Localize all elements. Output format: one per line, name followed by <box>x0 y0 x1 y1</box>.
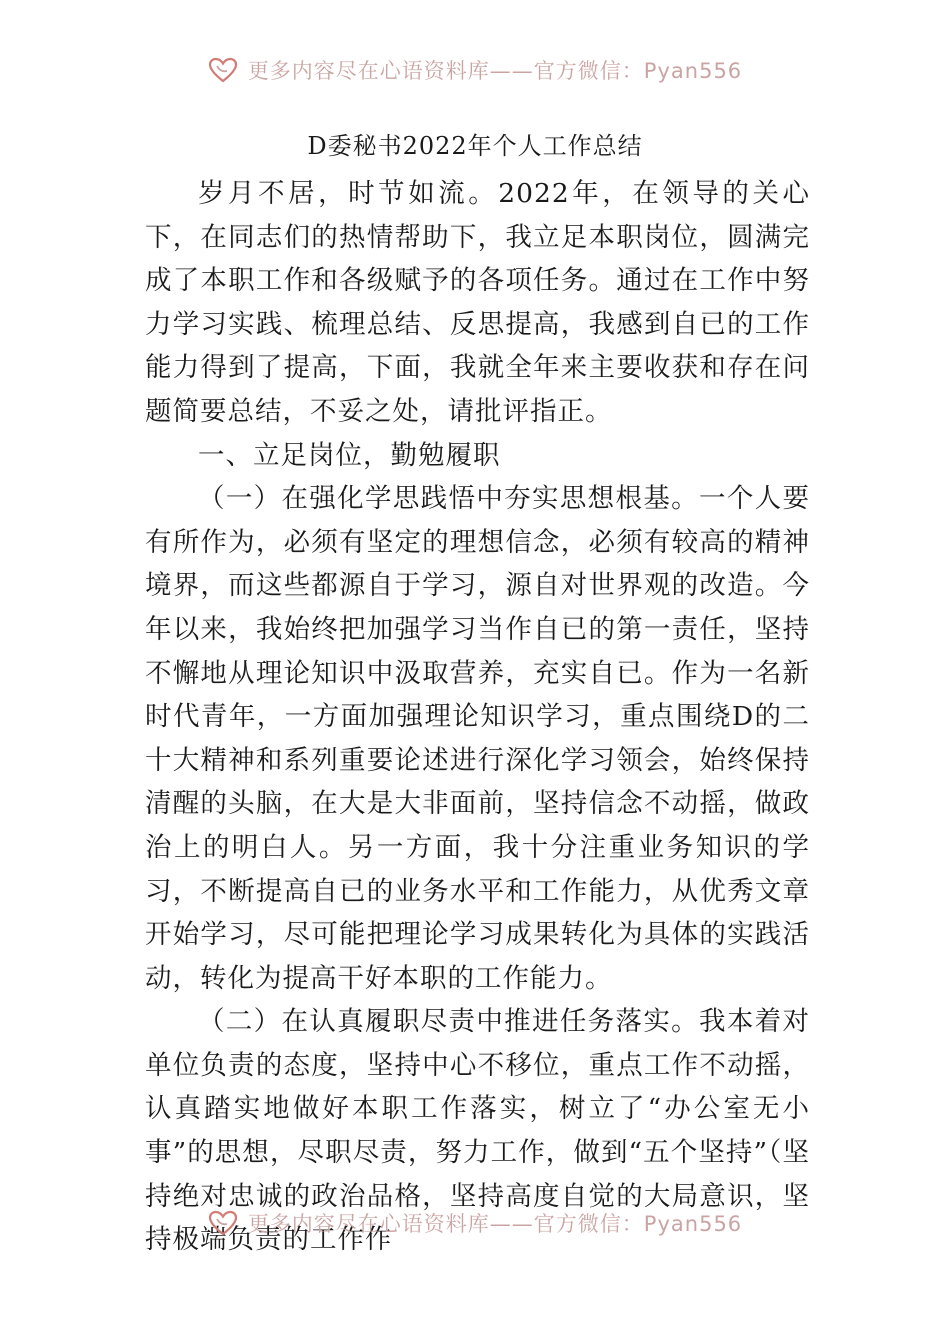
footer-watermark <box>0 1203 950 1243</box>
watermark-text: 更多内容尽在心语资料库——官方微信：Pyan556 <box>247 59 743 83</box>
heart-logo-icon <box>208 1210 238 1236</box>
document-title: D委秘书2022年个人工作总结 <box>307 132 643 160</box>
paragraph-intro: 岁月不居，时节如流。2022年，在领导的关心下，在同志们的热情帮助下，我立足本职岗位，圆满完成了本职工作和各级赋予的各项任务。通过在工作中努力学习实践、梳理总结、反思提高，我感到自已的工作能力得到了提高，下面，我就全年来主要收获和存在问题简要总结，不妥之处，请批评指正。 <box>145 178 810 427</box>
header-watermark <box>0 50 950 90</box>
watermark-text: 更多内容尽在心语资料库——官方微信：Pyan556 <box>247 1212 743 1236</box>
document-body <box>145 172 810 1262</box>
paragraph-study: （一）在强化学思践悟中夯实思想根基。一个人要有所作为，必须有坚定的理想信念，必须有较高的精神境界，而这些都源自于学习，源自对世界观的改造。今年以来，我始终把加强学习当作自已的第一责任，坚持不懈地从理论知识中汲取营养，充实自已。作为一名新时代青年，一方面加强理论知识学习，重点围绕D的二十大精神和系列重要论述进行深化学习领会，始终保持清醒的头脑，在大是大非面前，坚持信念不动摇，做政治上的明白人。另一方面，我十分注重业务知识的学习，不断提高自已的业务水平和工作能力，从优秀文章开始学习，尽可能把理论学习成果转化为具体的实践活动，转化为提高干好本职的工作能力。 <box>145 483 810 994</box>
section-heading: 一、立足岗位，勤勉履职 <box>198 439 501 471</box>
heart-logo-icon <box>208 57 238 83</box>
paragraph-duty: （二）在认真履职尽责中推进任务落实。我本着对单位负责的态度，坚持中心不移位，重点工作不动摇，认真踏实地做好本职工作落实，树立了“办公室无小事”的思想，尽职尽责，努力工作，做到“五个坚持”（坚持绝对忠诚的政治品格，坚持高度自觉的大局意识，坚持极端负责的工作作 <box>145 1006 810 1256</box>
